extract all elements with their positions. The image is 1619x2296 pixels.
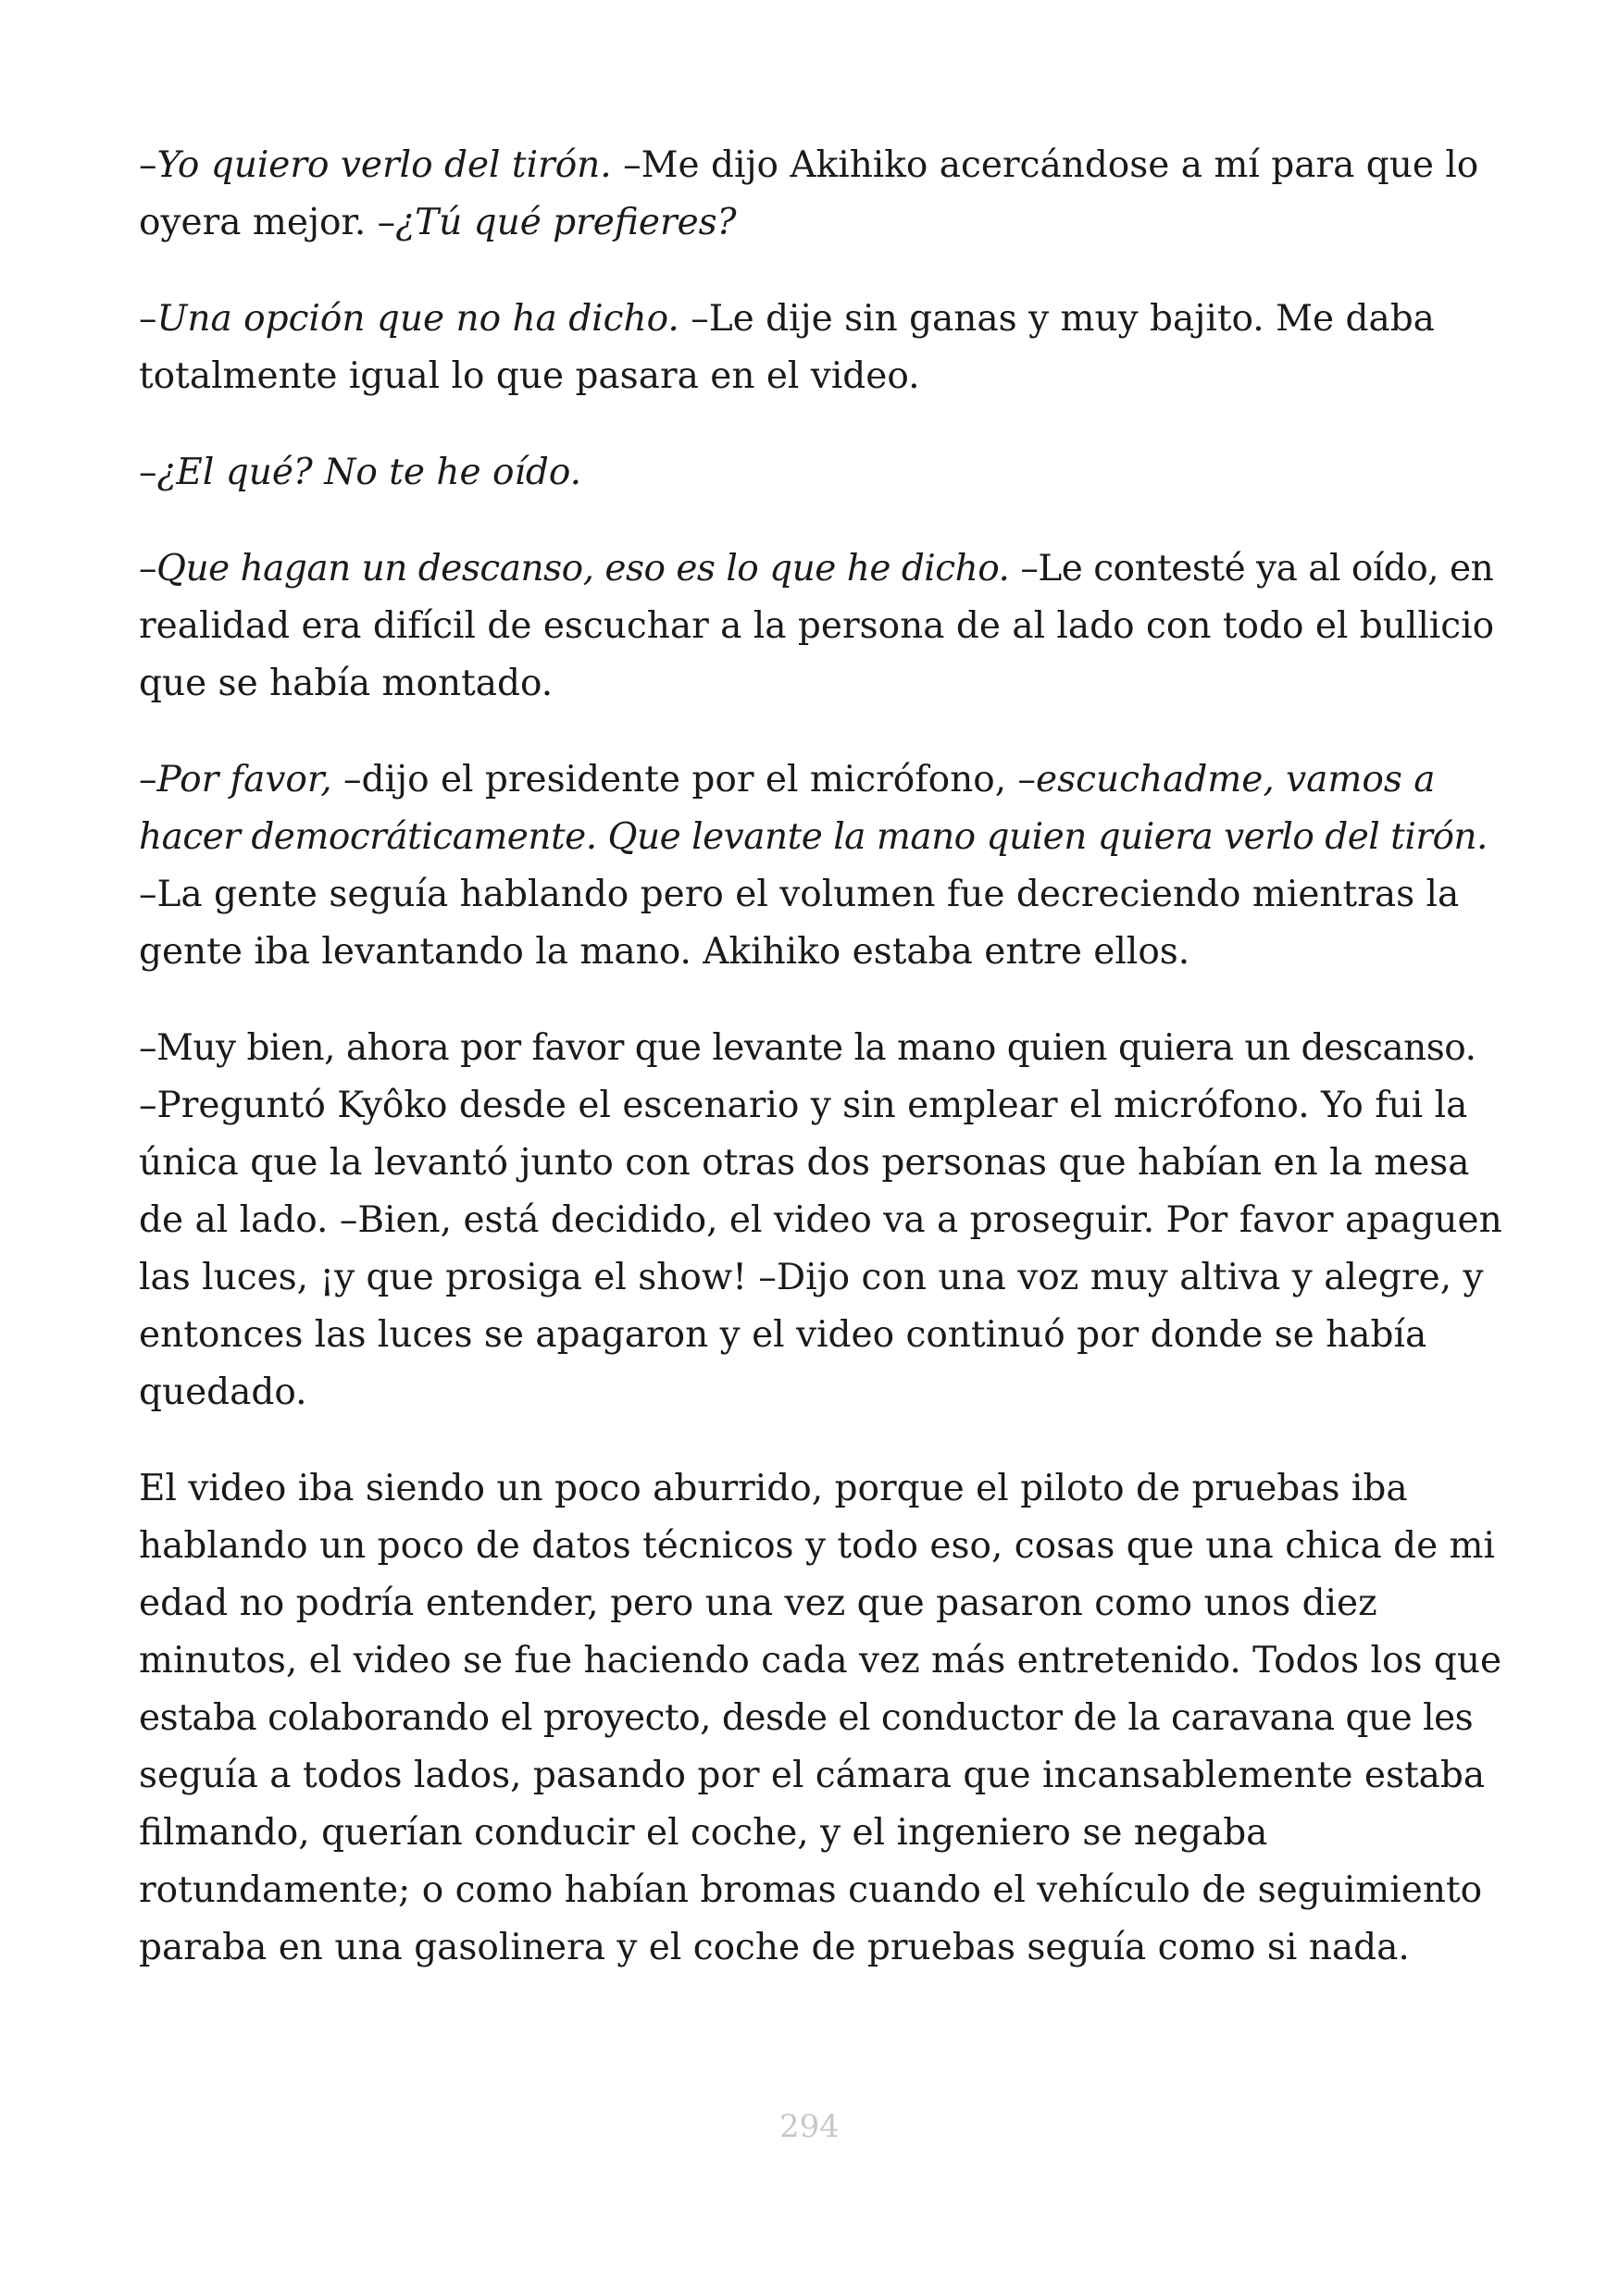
- text-run: gente iba levantando la mano. Akihiko estaba entre ellos.: [139, 931, 1190, 973]
- text-run: –Muy bien, ahora por favor que levante la mano quien quiera un descanso.: [139, 1027, 1476, 1069]
- text-line: [139, 444, 1504, 502]
- text-line: [139, 1020, 1504, 1077]
- text-line: [139, 924, 1504, 981]
- text-line: [139, 1690, 1504, 1747]
- paragraph: [139, 540, 1504, 713]
- italic-run: Yo quiero verlo del tirón.: [156, 144, 612, 186]
- text-line: [139, 1518, 1504, 1575]
- text-line: [139, 809, 1504, 866]
- paragraph: [139, 444, 1504, 502]
- text-run: El video iba siendo un poco aburrido, porque el piloto de pruebas iba: [139, 1468, 1408, 1509]
- text-line: [139, 1919, 1504, 1977]
- text-run: paraba en una gasolinera y el coche de pruebas seguía como si nada.: [139, 1927, 1410, 1968]
- text-line: [139, 1747, 1504, 1805]
- text-run: –Me dijo Akihiko acercándose a mí para que lo: [611, 144, 1479, 186]
- text-line: [139, 348, 1504, 405]
- text-line: [139, 1192, 1504, 1249]
- paragraph: [139, 1460, 1504, 1977]
- text-run: –La gente seguía hablando pero el volumen fue decreciendo mientras la: [139, 874, 1460, 915]
- text-run: quedado.: [139, 1371, 307, 1413]
- text-run: –: [139, 548, 156, 590]
- text-run: única que la levantó junto con otras dos personas que habían en la mesa: [139, 1142, 1470, 1184]
- italic-run: ¿El qué? No te he oído.: [156, 452, 582, 493]
- paragraph: [139, 751, 1504, 981]
- text-run: –: [139, 144, 157, 186]
- text-line: [139, 598, 1504, 655]
- text-line: [139, 1135, 1504, 1192]
- text-run: realidad era difícil de escuchar a la persona de al lado con todo el bullicio: [139, 605, 1495, 647]
- italic-run: ¿Tú qué prefieres?: [395, 202, 737, 243]
- text-run: –Le dije sin ganas y muy bajito. Me daba: [679, 298, 1435, 340]
- text-line: [139, 1460, 1504, 1518]
- text-line: [139, 1077, 1504, 1135]
- paragraph: [139, 1020, 1504, 1421]
- text-line: [139, 194, 1504, 252]
- text-line: [139, 866, 1504, 924]
- text-run: entonces las luces se apagaron y el video continuó por donde se había: [139, 1314, 1427, 1356]
- text-run: hablando un poco de datos técnicos y todo eso, cosas que una chica de mi: [139, 1525, 1496, 1567]
- text-run: rotundamente; o como habían bromas cuando el vehículo de seguimiento: [139, 1869, 1483, 1911]
- text-run: que se había montado.: [139, 663, 554, 704]
- paragraph: [139, 137, 1504, 252]
- italic-run: escuchadme, vamos a: [1036, 759, 1436, 800]
- text-run: minutos, el video se fue haciendo cada vez más entretenido. Todos los que: [139, 1640, 1502, 1682]
- text-line: [139, 291, 1504, 348]
- italic-run: Una opción que no ha dicho.: [156, 298, 679, 340]
- italic-run: Que hagan un descanso, eso es lo que he dicho.: [156, 548, 1010, 590]
- text-line: [139, 1632, 1504, 1690]
- text-run: estaba colaborando el proyecto, desde el conductor de la caravana que les: [139, 1697, 1474, 1739]
- text-run: –: [139, 452, 157, 493]
- text-run: –: [139, 759, 157, 800]
- text-run: edad no podría entender, pero una vez que pasaron como unos diez: [139, 1582, 1377, 1624]
- text-run: –Le contesté ya al oído, en: [1009, 548, 1494, 590]
- text-line: [139, 540, 1504, 598]
- text-line: [139, 655, 1504, 713]
- text-line: [139, 137, 1504, 194]
- body-text: [139, 137, 1504, 1977]
- text-run: seguía a todos lados, pasando por el cámara que incansablemente estaba: [139, 1755, 1486, 1796]
- paragraph: [139, 291, 1504, 405]
- text-run: filmando, querían conducir el coche, y el ingeniero se negaba: [139, 1812, 1268, 1854]
- text-run: –Preguntó Kyôko desde el escenario y sin emplear el micrófono. Yo fui la: [139, 1085, 1468, 1126]
- text-line: [139, 751, 1504, 809]
- text-line: [139, 1249, 1504, 1307]
- page-number: 294: [779, 2108, 840, 2145]
- text-run: las luces, ¡y que prosiga el show! –Dijo con una voz muy altiva y alegre, y: [139, 1257, 1484, 1298]
- italic-run: hacer democráticamente. Que levante la mano quien quiera verlo del tirón.: [139, 816, 1488, 858]
- text-run: oyera mejor. –: [139, 202, 396, 243]
- text-run: de al lado. –Bien, está decidido, el video va a proseguir. Por favor apaguen: [139, 1199, 1502, 1241]
- text-run: –dijo el presidente por el micrófono, –: [331, 759, 1037, 800]
- text-line: [139, 1575, 1504, 1632]
- italic-run: Por favor,: [156, 759, 332, 800]
- text-line: [139, 1364, 1504, 1421]
- text-line: [139, 1862, 1504, 1919]
- text-run: totalmente igual lo que pasara en el video.: [139, 355, 920, 397]
- text-line: [139, 1805, 1504, 1862]
- text-line: [139, 1307, 1504, 1364]
- text-run: –: [139, 298, 157, 340]
